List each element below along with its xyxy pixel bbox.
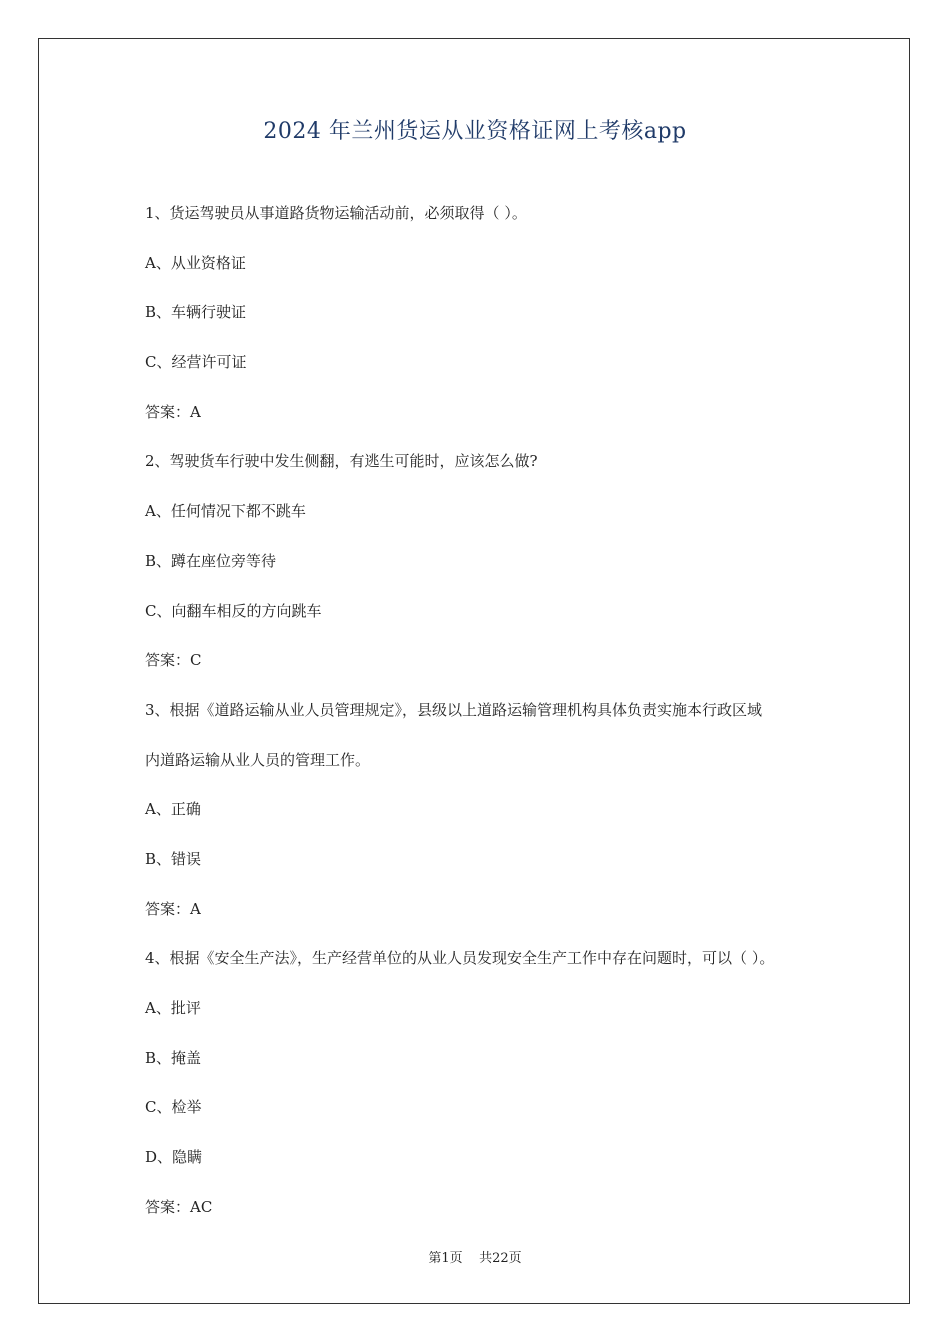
document-body: [145, 200, 825, 1243]
document-title: 2024 年兰州货运从业资格证网上考核app: [263, 119, 687, 144]
question-2-text: 2、驾驶货车行驶中发生侧翻，有逃生可能时，应该怎么做?: [145, 452, 538, 471]
question-3-text-continued: 内道路运输从业人员的管理工作。: [145, 750, 371, 769]
question-3-text: 3、根据《道路运输从业人员管理规定》，县级以上道路运输管理机构具体负责实施本行政区域: [145, 700, 763, 719]
question-2-answer: 答案：C: [145, 651, 202, 670]
question-4-option-d: D、隐瞒: [145, 1148, 203, 1167]
question-4-option-c: C、检举: [145, 1098, 202, 1117]
question-3-option-a: A、正确: [145, 800, 201, 819]
question-1-option-b: B、车辆行驶证: [145, 303, 247, 322]
question-1-text: 1、货运驾驶员从事道路货物运输活动前，必须取得（ ）。: [145, 204, 527, 222]
page-footer: 第1页 共22页: [428, 1251, 522, 1266]
question-4-option-a: A、批评: [145, 999, 201, 1017]
question-1-option-a: A、从业资格证: [145, 253, 246, 272]
question-3-option-b: B、错误: [145, 849, 202, 868]
question-1-option-c: C、经营许可证: [145, 353, 247, 372]
question-2-option-a: A、任何情况下都不跳车: [145, 502, 306, 521]
question-4-option-b: B、掩盖: [145, 1048, 202, 1067]
question-2-option-c: C、向翻车相反的方向跳车: [145, 601, 322, 620]
question-1-answer: 答案：A: [145, 402, 201, 421]
question-2-option-b: B、蹲在座位旁等待: [145, 551, 277, 570]
question-3-answer: 答案：A: [145, 899, 201, 918]
question-4-text: 4、根据《安全生产法》，生产经营单位的从业人员发现安全生产工作中存在问题时，可以（ ）。: [145, 949, 775, 968]
question-4-answer: 答案：AC: [145, 1197, 213, 1216]
